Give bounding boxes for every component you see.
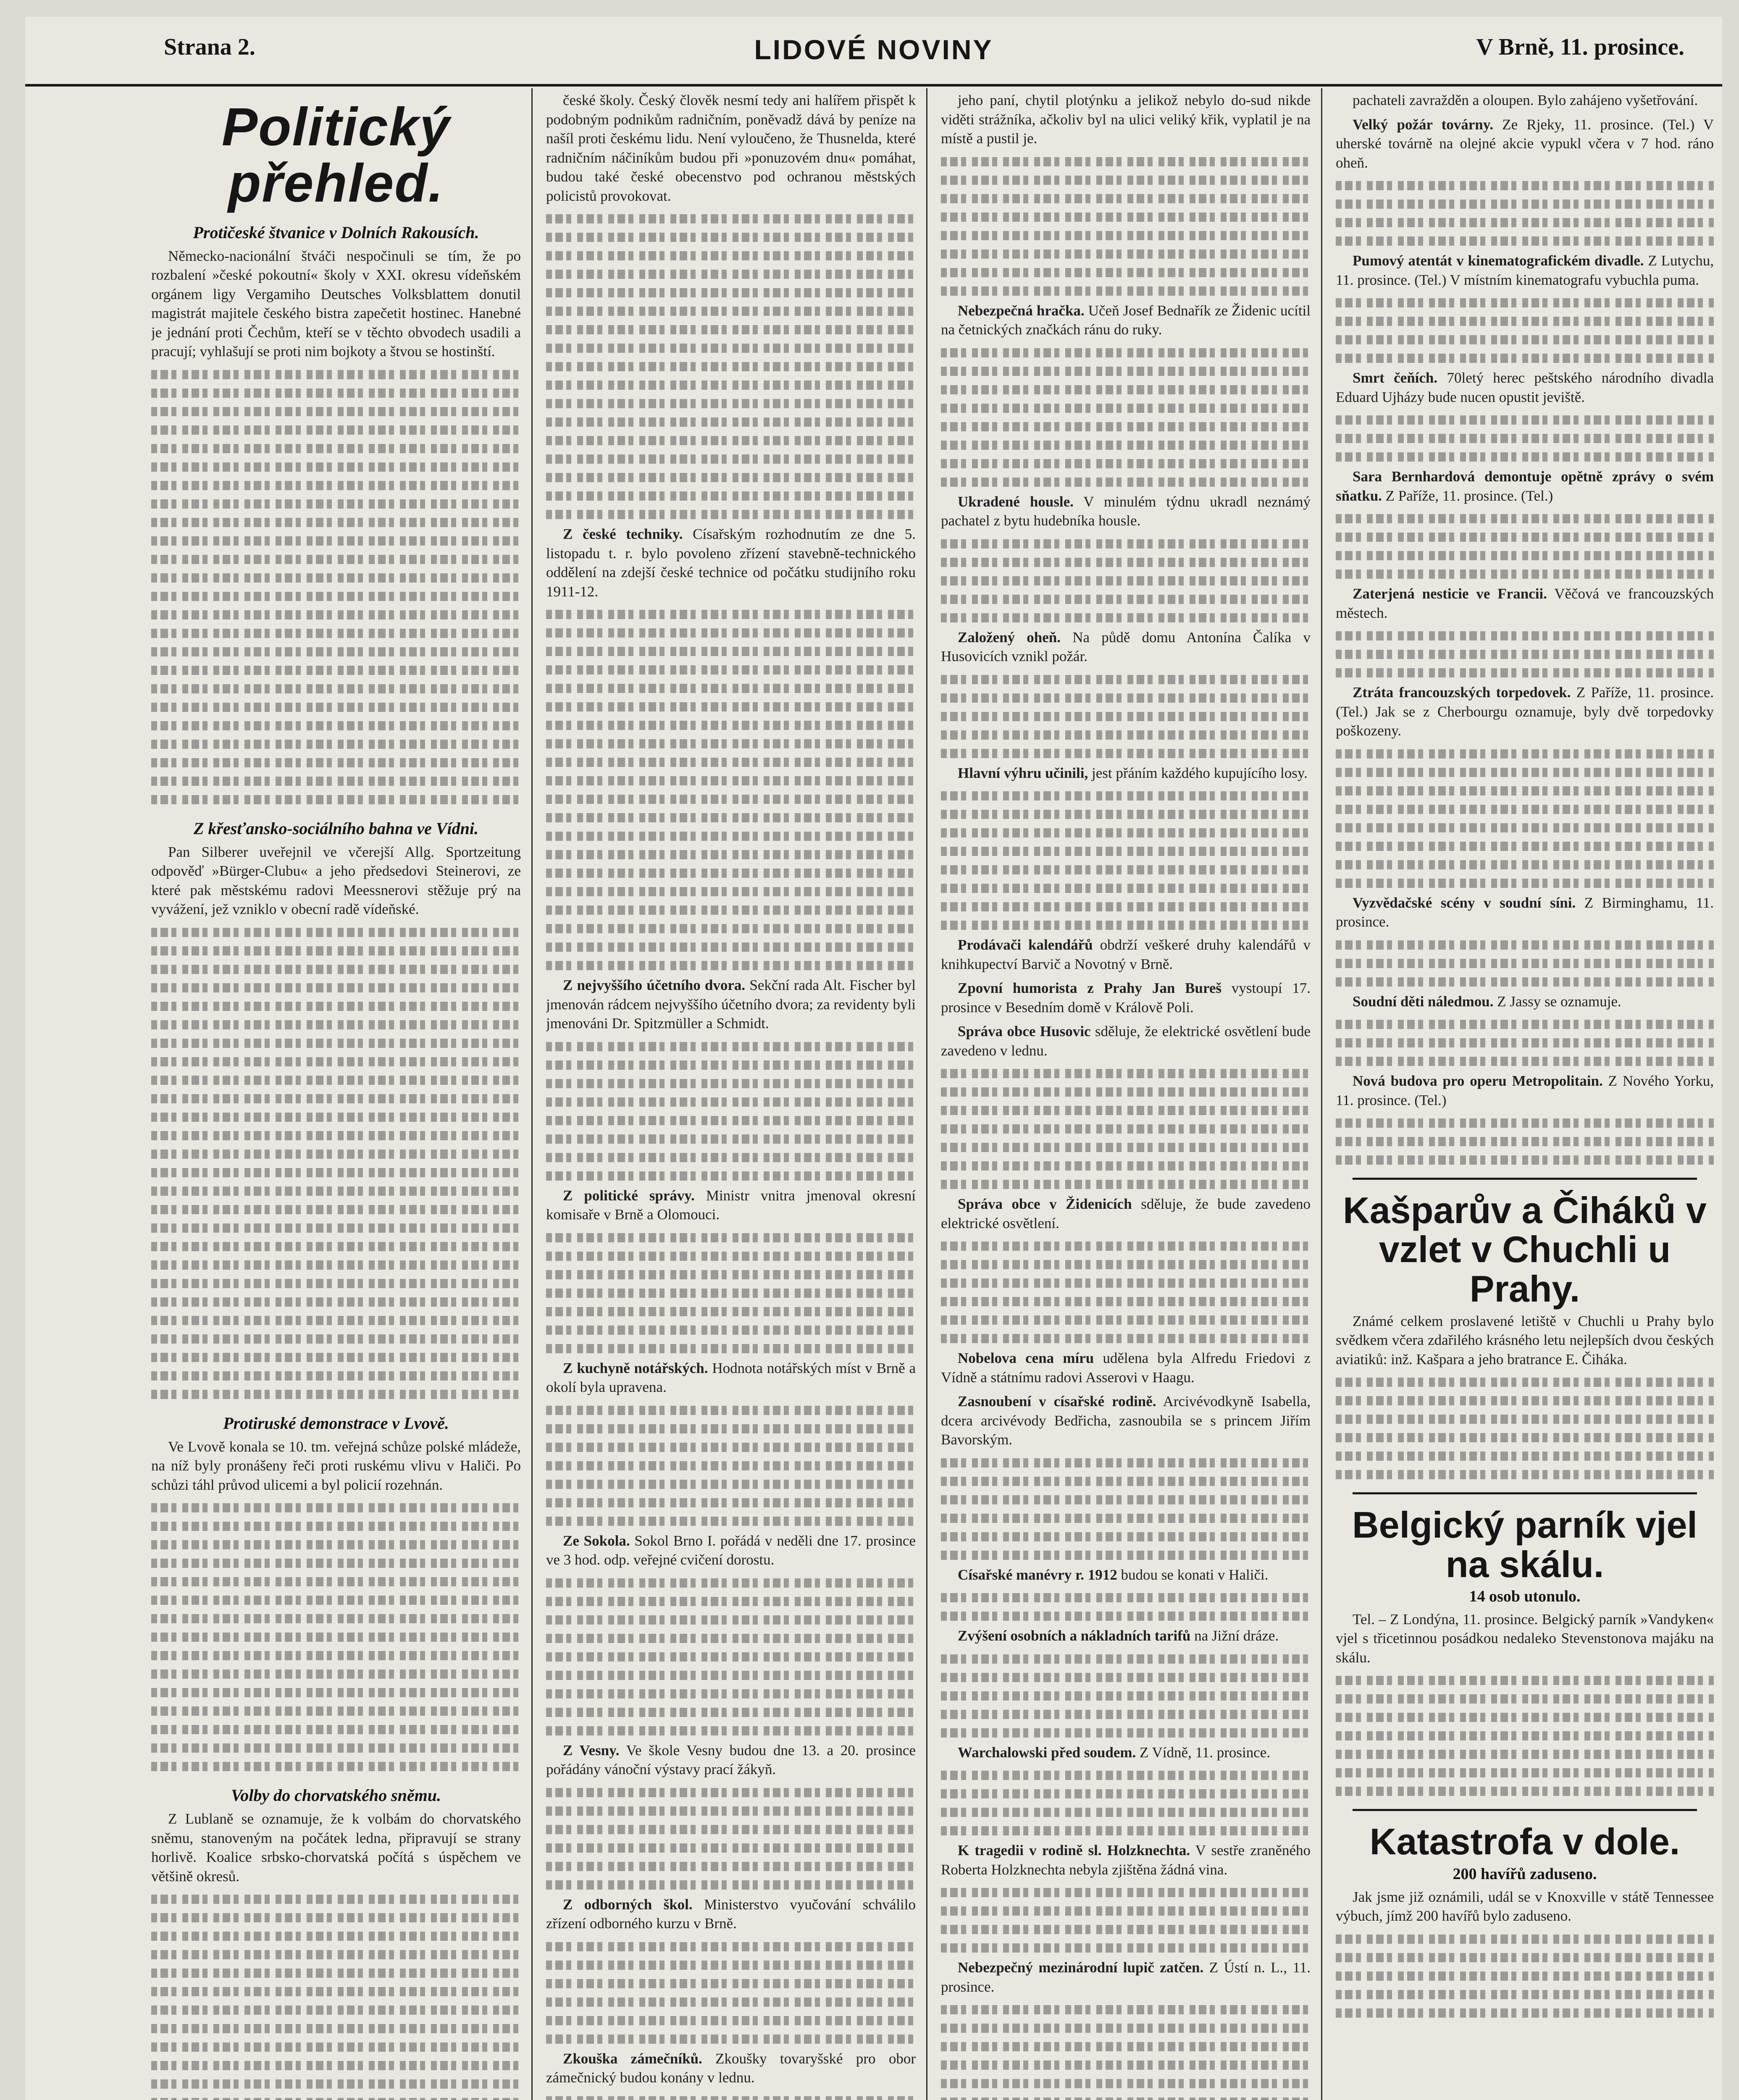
article-text-continued — [546, 1038, 916, 1184]
article-heading: Z Vesny. — [563, 1742, 620, 1759]
article-text-continued — [941, 536, 1311, 626]
article-heading: Z odborných škol. — [563, 1896, 693, 1913]
article-lead: 70letý herec peštského národního divadla Eduard Ujházy bude nucen opustit jeviště. — [1336, 370, 1714, 405]
article-text-continued — [1336, 1672, 1714, 1800]
article-lead: V minulém týdnu ukradl neznámý pachatel z bytu hudebníka housle. — [941, 493, 1311, 529]
article-headline-aviation: Kašparův a Čiháků v vzlet v Chuchli u Prahy. — [1343, 1189, 1707, 1310]
article-lead: Na půdě domu Antonína Čalíka v Husovicích vznikl požár. — [941, 629, 1311, 664]
article-text — [941, 935, 1311, 974]
article-lead: Hodnota notářských míst v Brně a okolí byla upravena. — [546, 1360, 916, 1395]
article-text-continued — [941, 671, 1311, 762]
article-heading: Smrt čeňích. — [1353, 370, 1438, 386]
column-4 — [1336, 91, 1714, 2100]
article-text — [1336, 467, 1714, 505]
page-number: Strana 2. — [164, 34, 255, 60]
article-text — [546, 2049, 916, 2087]
article-text-continued — [151, 366, 521, 808]
article-lead: udělena byla Alfredu Friedovi z Vídně a státnímu radovi Asserovi v Haagu. — [941, 1350, 1311, 1386]
article-text — [941, 1194, 1311, 1233]
column-rule — [926, 88, 927, 2100]
article-text: Jak jsme již oznámili, udál se v Knoxville v státě Tennessee výbuch, jímž 200 havířů bylo zaduseno. — [1336, 1888, 1714, 1924]
article-text — [546, 1531, 916, 1570]
article-heading: Nebezpečná hračka. — [958, 302, 1085, 319]
article-text: pachateli zavražděn a oloupen. Bylo zahájeno vyšetřování. — [1353, 92, 1698, 108]
article-lead: Z Nového Yorku, 11. prosince. (Tel.) — [1336, 1073, 1714, 1108]
article-text-continued — [151, 924, 521, 1403]
article-text-continued — [941, 1651, 1311, 1741]
article-heading: Z politické správy. — [563, 1187, 695, 1204]
article-heading: Nová budova pro operu Metropolitain. — [1353, 1073, 1603, 1089]
article-heading: Zasnoubení v císařské rodině. — [958, 1393, 1156, 1410]
article-text — [941, 301, 1311, 339]
article-text — [941, 979, 1311, 1017]
article-lead: Zkoušky tovaryšské pro obor zámečnický budou konány v lednu. — [546, 2050, 916, 2086]
article-text-continued — [941, 344, 1311, 491]
article-text-continued — [1336, 412, 1714, 465]
article-heading: Z kuchyně notářských. — [563, 1360, 708, 1376]
article-heading: Protičeské štvanice v Dolních Rakousích. — [193, 223, 479, 242]
article-text: Ve Lvově konala se 10. tm. veřejná schůze polské mládeže, na níž byly pronášeny řeči proti ruskému vlivu v Haliči. Po schůzi táhl průvod ulicemi a byl policií rozehnán. — [151, 1438, 521, 1493]
article-heading: Warchalowski před soudem. — [958, 1744, 1136, 1761]
article-text-continued — [1336, 1115, 1714, 1168]
article-text — [1336, 115, 1714, 173]
column-rule — [531, 88, 533, 2100]
article-text: Německo-nacionální štváči nespočinuli se tím, že po rozbalení »české pokoutní« školy v XXI. okresu vídeňském orgánem ligy Vergamiho Deutsches Volksblattem donutil magistrát majitele českého bistra zapečetit hostinec. Hanebné je jednání proti Čechům, kteří se v těchto obvodech usadili a pracují; vyhlašují se proti nim bojkoty a štvou se hostinští. — [151, 247, 521, 360]
article-text — [1336, 368, 1714, 407]
article-text — [1336, 992, 1714, 1011]
article-heading: Z křesťansko-sociálního bahna ve Vídni. — [193, 819, 478, 838]
article-text-continued — [546, 1402, 916, 1530]
article-text — [546, 1895, 916, 1933]
article-lead: na Jižní dráze. — [1194, 1628, 1279, 1644]
article-text — [1336, 1071, 1714, 1110]
article-text-continued — [1336, 746, 1714, 892]
article-text-continued — [546, 1575, 916, 1739]
article-heading: Z české techniky. — [563, 526, 683, 542]
article-heading: Ze Sokola. — [563, 1532, 630, 1549]
article-text: jeho paní, chytil plotýnku a jelikož nebylo do-sud nikde viděti strážníka, ačkoliv byl na ulici veliký křik, vyplatil je na místě a pustil je. — [941, 92, 1311, 147]
article-text: Pan Silberer uveřejnil ve včerejší Allg. Sportzeitung odpověď »Bürger-Clubu« a jeho předsedovi Steinerovi, ze které pak městskému radovi Meessnerovi stěžuje prý na vyvážení, jež vzniklo v obecní radě vídeňské. — [151, 843, 521, 918]
article-heading: Volby do chorvatského sněmu. — [231, 1786, 441, 1805]
divider — [1353, 1178, 1697, 1180]
article-lead: Ministr vnitra jmenoval okresní komisaře v Brně a Olomouci. — [546, 1187, 916, 1223]
article-text — [941, 1349, 1311, 1387]
article-heading: K tragedii v rodině sl. Holzknechta. — [958, 1842, 1190, 1858]
article-headline-mine: Katastrofa v dole. — [1369, 1821, 1680, 1863]
article-text-continued — [1336, 1016, 1714, 1070]
article-heading: Soudní děti náledmou. — [1353, 993, 1494, 1010]
article-text-continued — [1336, 294, 1714, 367]
article-lead: Z Paříže, 11. prosince. (Tel.) Jak se z Cherbourgu oznamuje, byly dvě torpedovky poškozeny. — [1336, 684, 1714, 739]
article-heading: Vyzvědačské scény v soudní síni. — [1353, 894, 1576, 911]
article-text — [546, 1359, 916, 1397]
article-lead: Z Ústí n. L., 11. prosince. — [941, 1959, 1311, 1995]
article-text-continued — [941, 1589, 1311, 1625]
article-lead: Císařským rozhodnutím ze dne 5. listopadu t. r. bylo povoleno zřízení stavebně-technického oddělení na zdejší české technice od počátku studijního roku 1911-12. — [546, 526, 916, 600]
article-text: české školy. Český člověk nesmí tedy ani halířem přispět k podobným podnikům radničním, poněvadž dává by peníze na našíl proti českému lidu. Není vyloučeno, že Thusnelda, které radničním náčiníkům budou při »ponuzovém dnu« pomáhat, budou také české obecenstvo pod ochranou městských policistů provokovat. — [546, 92, 916, 204]
section-title-politics: Politický přehled. — [221, 97, 451, 214]
article-subheadline: 14 osob utonulo. — [1469, 1587, 1581, 1605]
article-lead: sděluje, že bude zavedeno elektrické osvětlení. — [941, 1196, 1311, 1231]
article-text-continued — [941, 1065, 1311, 1193]
article-heading: Ztráta francouzských torpedovek. — [1353, 684, 1571, 701]
article-text-continued — [546, 2092, 916, 2100]
place-date: V Brně, 11. prosince. — [1476, 34, 1684, 60]
article-text — [941, 628, 1311, 666]
article-headline-ship: Belgický parník vjel na skálu. — [1352, 1504, 1697, 1585]
article-heading: Císařské manévry r. 1912 — [958, 1566, 1117, 1583]
article-text — [1336, 251, 1714, 289]
article-text — [941, 1841, 1311, 1879]
article-text-continued — [941, 1454, 1311, 1564]
newspaper-page — [25, 17, 1722, 2100]
article-text-continued — [1336, 937, 1714, 990]
masthead — [25, 17, 1722, 87]
article-heading: Nebezpečný mezinárodní lupič zatčen. — [958, 1959, 1204, 1976]
article-lead: Věčová ve francouzských městech. — [1336, 585, 1714, 621]
article-lead: Učeň Josef Bednařík ze Židenic ucítil na četnických značkách ránu do ruky. — [941, 302, 1311, 338]
article-heading: Založený oheň. — [958, 629, 1061, 646]
column-2 — [546, 91, 916, 2100]
article-text — [546, 525, 916, 601]
article-lead: Z Paříže, 11. prosince. (Tel.) — [1385, 487, 1553, 504]
column-1 — [151, 91, 521, 2100]
article-text-continued — [151, 1499, 521, 1775]
article-text — [546, 1186, 916, 1224]
article-heading: Prodávači kalendářů — [958, 937, 1093, 953]
article-heading: Zpovní humorista z Prahy Jan Bureš — [958, 980, 1222, 996]
article-lead: Arcivévodkyně Isabella, dcera arcivévody Bedřicha, zasnoubila se s princem Jiřím Bavorským. — [941, 1393, 1311, 1448]
article-lead: Ze Rjeky, 11. prosince. (Tel.) V uherské továrně na olejné akcie vypukl včera v 7 hod. ráno oheň. — [1336, 116, 1714, 171]
article-text-continued — [546, 1784, 916, 1893]
article-lead: Z Jassy se oznamuje. — [1497, 993, 1621, 1010]
article-text-continued — [941, 1238, 1311, 1347]
article-heading: Z nejvyššího účetního dvora. — [563, 977, 746, 993]
article-text: Tel. – Z Londýna, 11. prosince. Belgický parník »Vandyken« vjel s třicetinnou posádkou nedaleko Stevenstonova majáku na skálu. — [1336, 1611, 1714, 1666]
article-text-continued — [546, 210, 916, 523]
article-heading: Pumový atentát v kinematografickém divadle. — [1353, 252, 1644, 269]
article-text-continued — [1336, 1374, 1714, 1483]
article-lead: Ve škole Vesny budou dne 13. a 20. prosince pořádány vánoční výstavy prací žákyň. — [546, 1742, 916, 1777]
article-text — [1336, 893, 1714, 932]
article-lead: Sekční rada Alt. Fischer byl jmenován rádcem nejvyššího účetního dvora; za revidenty byli jmenováni Dr. Spitzmüller a Schmidt. — [546, 977, 916, 1032]
article-text-continued — [546, 606, 916, 974]
article-text-continued — [1336, 1931, 1714, 2021]
article-text — [941, 1022, 1311, 1060]
article-heading: Protiruské demonstrace v Lvově. — [223, 1413, 449, 1433]
article-text — [941, 764, 1311, 783]
divider — [1353, 1809, 1697, 1811]
article-subheadline: 200 havířů zaduseno. — [1453, 1865, 1597, 1883]
article-text-continued — [941, 2001, 1311, 2100]
article-text-continued — [941, 1884, 1311, 1956]
article-heading: Zaterjená nesticie ve Francii. — [1353, 585, 1547, 602]
article-heading: Zvýšení osobních a nákladních tarifů — [958, 1628, 1191, 1644]
article-heading: Nobelova cena míru — [958, 1350, 1094, 1366]
article-heading: Velký požár továrny. — [1353, 116, 1494, 133]
article-heading: Hlavní výhru učinili, — [958, 764, 1088, 781]
article-text — [941, 492, 1311, 530]
article-text — [941, 1743, 1311, 1762]
article-text-continued — [546, 1938, 916, 2048]
article-text — [1336, 584, 1714, 622]
article-text — [1336, 683, 1714, 740]
article-text-continued — [151, 1891, 521, 2100]
article-text-continued — [941, 788, 1311, 934]
article-text — [941, 1958, 1311, 1996]
article-text-continued — [941, 153, 1311, 299]
article-text — [941, 1626, 1311, 1646]
divider — [1353, 1492, 1697, 1494]
article-text — [546, 976, 916, 1033]
article-text — [941, 1392, 1311, 1449]
article-lead: Z Birminghamu, 11. prosince. — [1336, 894, 1714, 930]
article-text-continued — [1336, 627, 1714, 681]
article-lead: jest přáním každého kupujícího losy. — [1091, 764, 1308, 781]
article-heading: Ukradené housle. — [958, 493, 1074, 510]
article-lead: sděluje, že elektrické osvětlení bude zavedeno v lednu. — [941, 1023, 1311, 1059]
article-lead: V sestře zraněného Roberta Holzknechta nebyla zjištěna žádná vina. — [941, 1842, 1311, 1878]
article-lead: obdrží veškeré druhy kalendářů v knihkupectví Barvič a Novotný v Brně. — [941, 937, 1311, 972]
column-rule — [1321, 88, 1322, 2100]
article-text: Z Lublaně se oznamuje, že k volbám do chorvatského sněmu, stanoveným na počátek ledna, připravují se strany horlivě. Koalice srbsko-chorvatská počítá s úspěchem ve většině okresů. — [151, 1811, 521, 1885]
article-lead: Z Lutychu, 11. prosince. (Tel.) V místním kinematografu vybuchla puma. — [1336, 252, 1714, 288]
article-text-continued — [941, 1767, 1311, 1839]
article-lead: Ministerstvo vyučování schválilo zřízení odborného kurzu v Brně. — [546, 1896, 916, 1932]
article-lead: Sokol Brno I. pořádá v neděli dne 17. prosince ve 3 hod. odp. veřejné cvičení dorostu. — [546, 1532, 916, 1568]
article-lead: vystoupí 17. prosince v Besedním domě v Králově Poli. — [941, 980, 1311, 1016]
article-heading: Sara Bernhardová demontuje opětně zprávy o svém sňatku. — [1336, 468, 1714, 504]
article-text-continued — [1336, 177, 1714, 249]
newspaper-title: LIDOVÉ NOVINY — [754, 34, 993, 65]
article-heading: Zkouška zámečníků. — [563, 2050, 702, 2067]
article-text: Známé celkem proslavené letiště v Chuchli u Prahy bylo svědkem včera zdařilého krásného letu nejlepších dvou českých aviatiků: inž. Kašpara a jeho bratrance E. Čiháka. — [1336, 1312, 1714, 1368]
article-text — [546, 1741, 916, 1779]
article-lead: Z Vídně, 11. prosince. — [1140, 1744, 1271, 1761]
article-text — [941, 1565, 1311, 1585]
article-heading: Správa obce Husovic — [958, 1023, 1091, 1040]
column-3 — [941, 91, 1311, 2100]
article-heading: Správa obce v Židenicích — [958, 1196, 1132, 1212]
article-lead: budou se konati v Haliči. — [1121, 1566, 1269, 1583]
article-text-continued — [1336, 510, 1714, 583]
article-text-continued — [546, 1229, 916, 1357]
